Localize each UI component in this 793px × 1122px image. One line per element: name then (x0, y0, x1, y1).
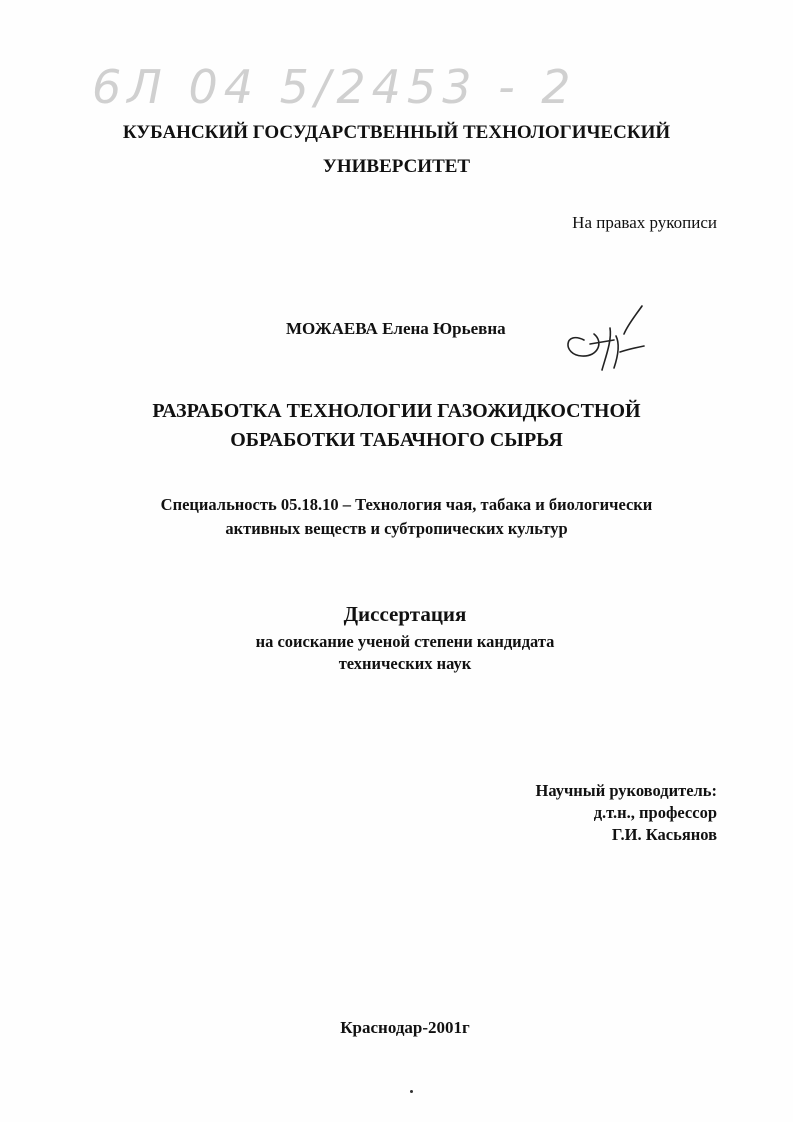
degree-line2: технических наук (338, 654, 472, 673)
university-name-line1: КУБАНСКИЙ ГОСУДАРСТВЕННЫЙ ТЕХНОЛОГИЧЕСКИЙ (122, 122, 671, 143)
city-year: Краснодар-2001г (340, 1018, 470, 1037)
author-name: МОЖАЕВА Елена Юрьевна (286, 319, 506, 338)
library-stamp (92, 60, 612, 130)
stamp-text: 6Л 04 5/2453 - 2 (92, 60, 577, 114)
supervisor-label: Научный руководитель: (535, 781, 717, 800)
specialty-line1: Специальность 05.18.10 – Технология чая, табака и биологически (160, 495, 653, 514)
degree-line1: на соискание ученой степени кандидата (255, 632, 555, 651)
supervisor-degree: д.т.н., профессор (593, 803, 717, 822)
manuscript-rights-note: На правах рукописи (572, 213, 717, 232)
dissertation-title-line1: РАЗРАБОТКА ТЕХНОЛОГИИ ГАЗОЖИДКОСТНОЙ (152, 400, 641, 422)
page-mark (410, 1090, 413, 1093)
dissertation-title-line2: ОБРАБОТКИ ТАБАЧНОГО СЫРЬЯ (230, 429, 563, 451)
supervisor-name: Г.И. Касьянов (611, 825, 717, 844)
supervisor-block (536, 780, 718, 846)
university-name-line2: УНИВЕРСИТЕТ (322, 156, 471, 177)
dissertation-heading: Диссертация (343, 602, 467, 626)
specialty-line2: активных веществ и субтропических культур (225, 519, 568, 538)
author-signature (554, 300, 664, 380)
